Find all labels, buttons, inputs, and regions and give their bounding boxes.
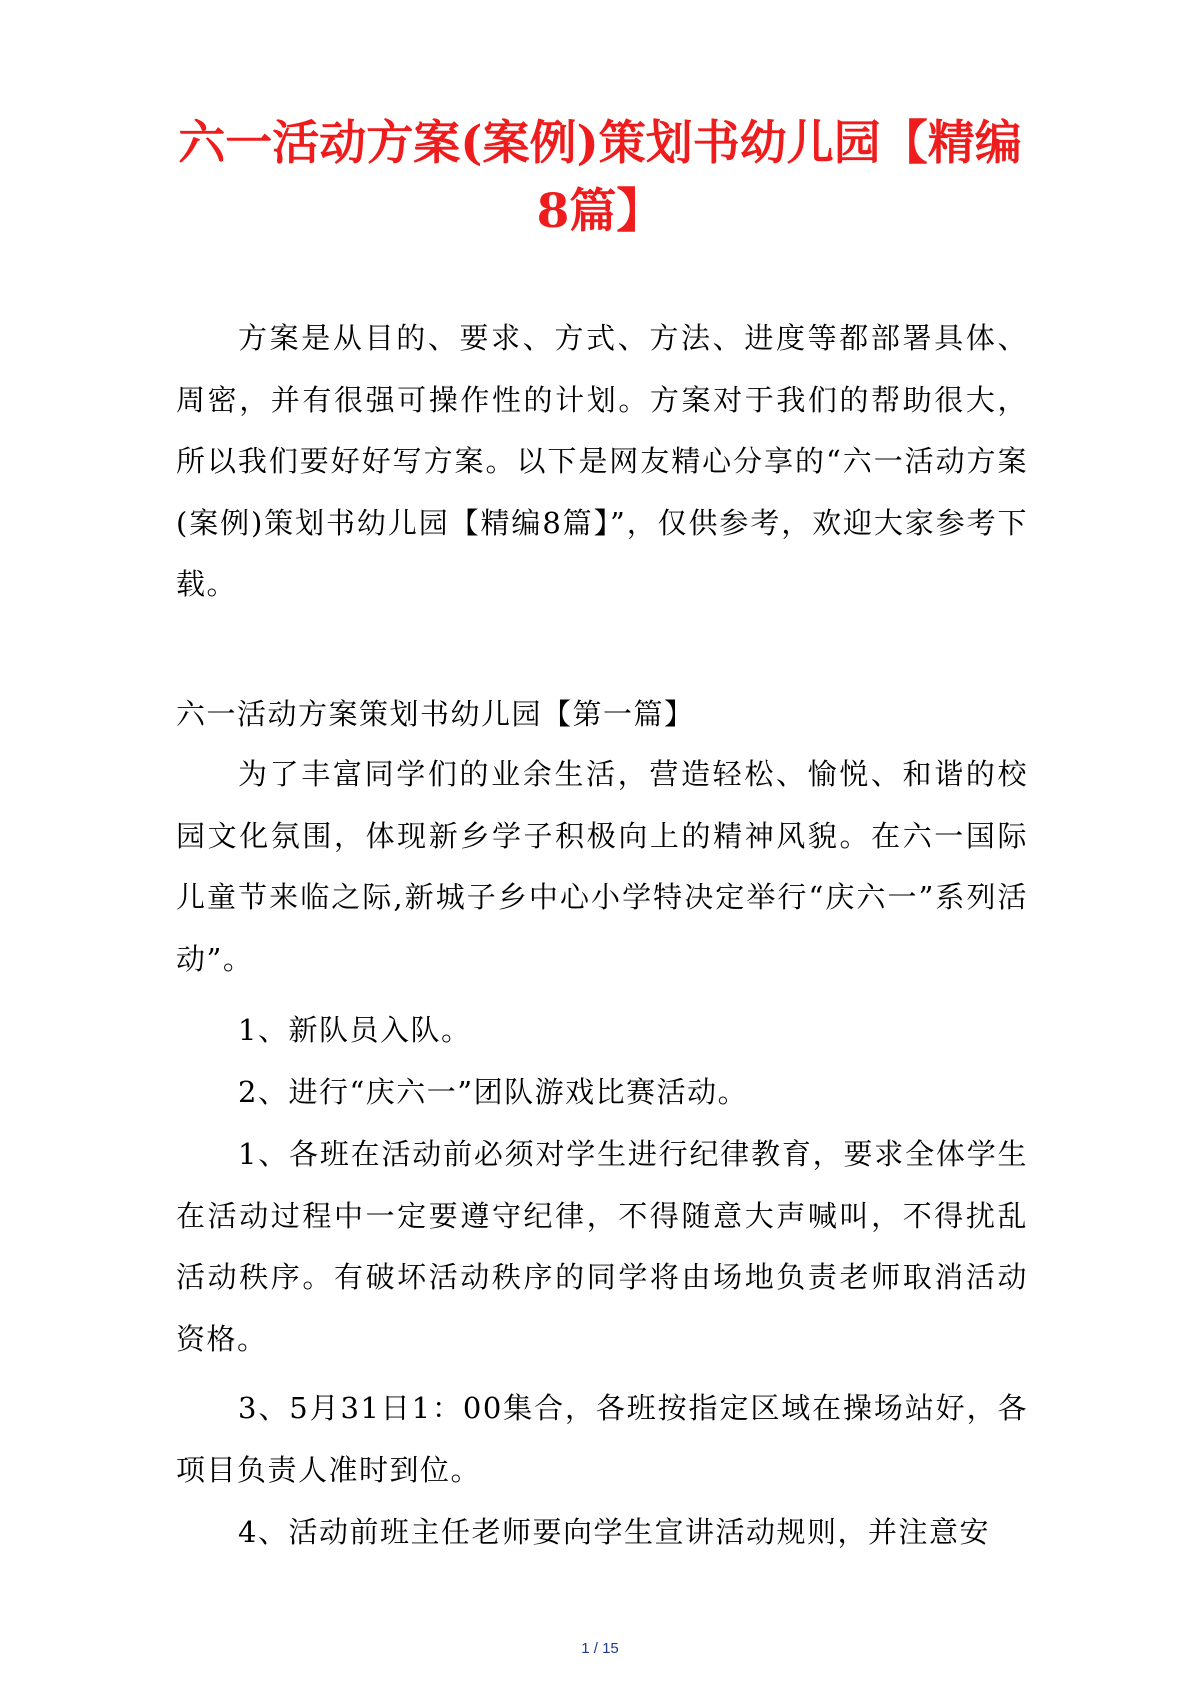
- paragraph-3: 2、进行“庆六一”团队游戏比赛活动。: [238, 1075, 749, 1109]
- paragraph-6: 4、活动前班主任老师要向学生宣讲活动规则，并注意安: [238, 1515, 990, 1549]
- intro-paragraph: 方案是从目的、要求、方式、方法、进度等都部署具体、周密，并有很强可操作性的计划。方案对于我们的帮助很大，所以我们要好好写方案。以下是网友精心分享的“六一活动方案(案例)策划书幼儿园【精编8篇】”，仅供参考，欢迎大家参考下载。: [176, 321, 1028, 601]
- paragraph-1: 为了丰富同学们的业余生活，营造轻松、愉悦、和谐的校园文化氛围，体现新乡学子积极向上的精神风貌。在六一国际儿童节来临之际,新城子乡中心小学特决定举行“庆六一”系列活动”。: [176, 757, 1028, 976]
- paragraph-5: 3、5月31日1：00集合，各班按指定区域在操场站好，各项目负责人准时到位。: [176, 1391, 1028, 1487]
- title-line-1: 六一活动方案(案例)策划书幼儿园【精编: [178, 116, 1022, 171]
- title-line-2: 8篇】: [536, 184, 664, 239]
- paragraph-2: 1、新队员入队。: [238, 1013, 472, 1047]
- page-number: 1 / 15: [581, 1640, 619, 1657]
- section-heading: 六一活动方案策划书幼儿园【第一篇】: [176, 697, 695, 731]
- paragraph-4: 1、各班在活动前必须对学生进行纪律教育，要求全体学生在活动过程中一定要遵守纪律，不得随意大声喊叫，不得扰乱活动秩序。有破坏活动秩序的同学将由场地负责老师取消活动资格。: [176, 1137, 1028, 1356]
- document-title: [170, 110, 1030, 246]
